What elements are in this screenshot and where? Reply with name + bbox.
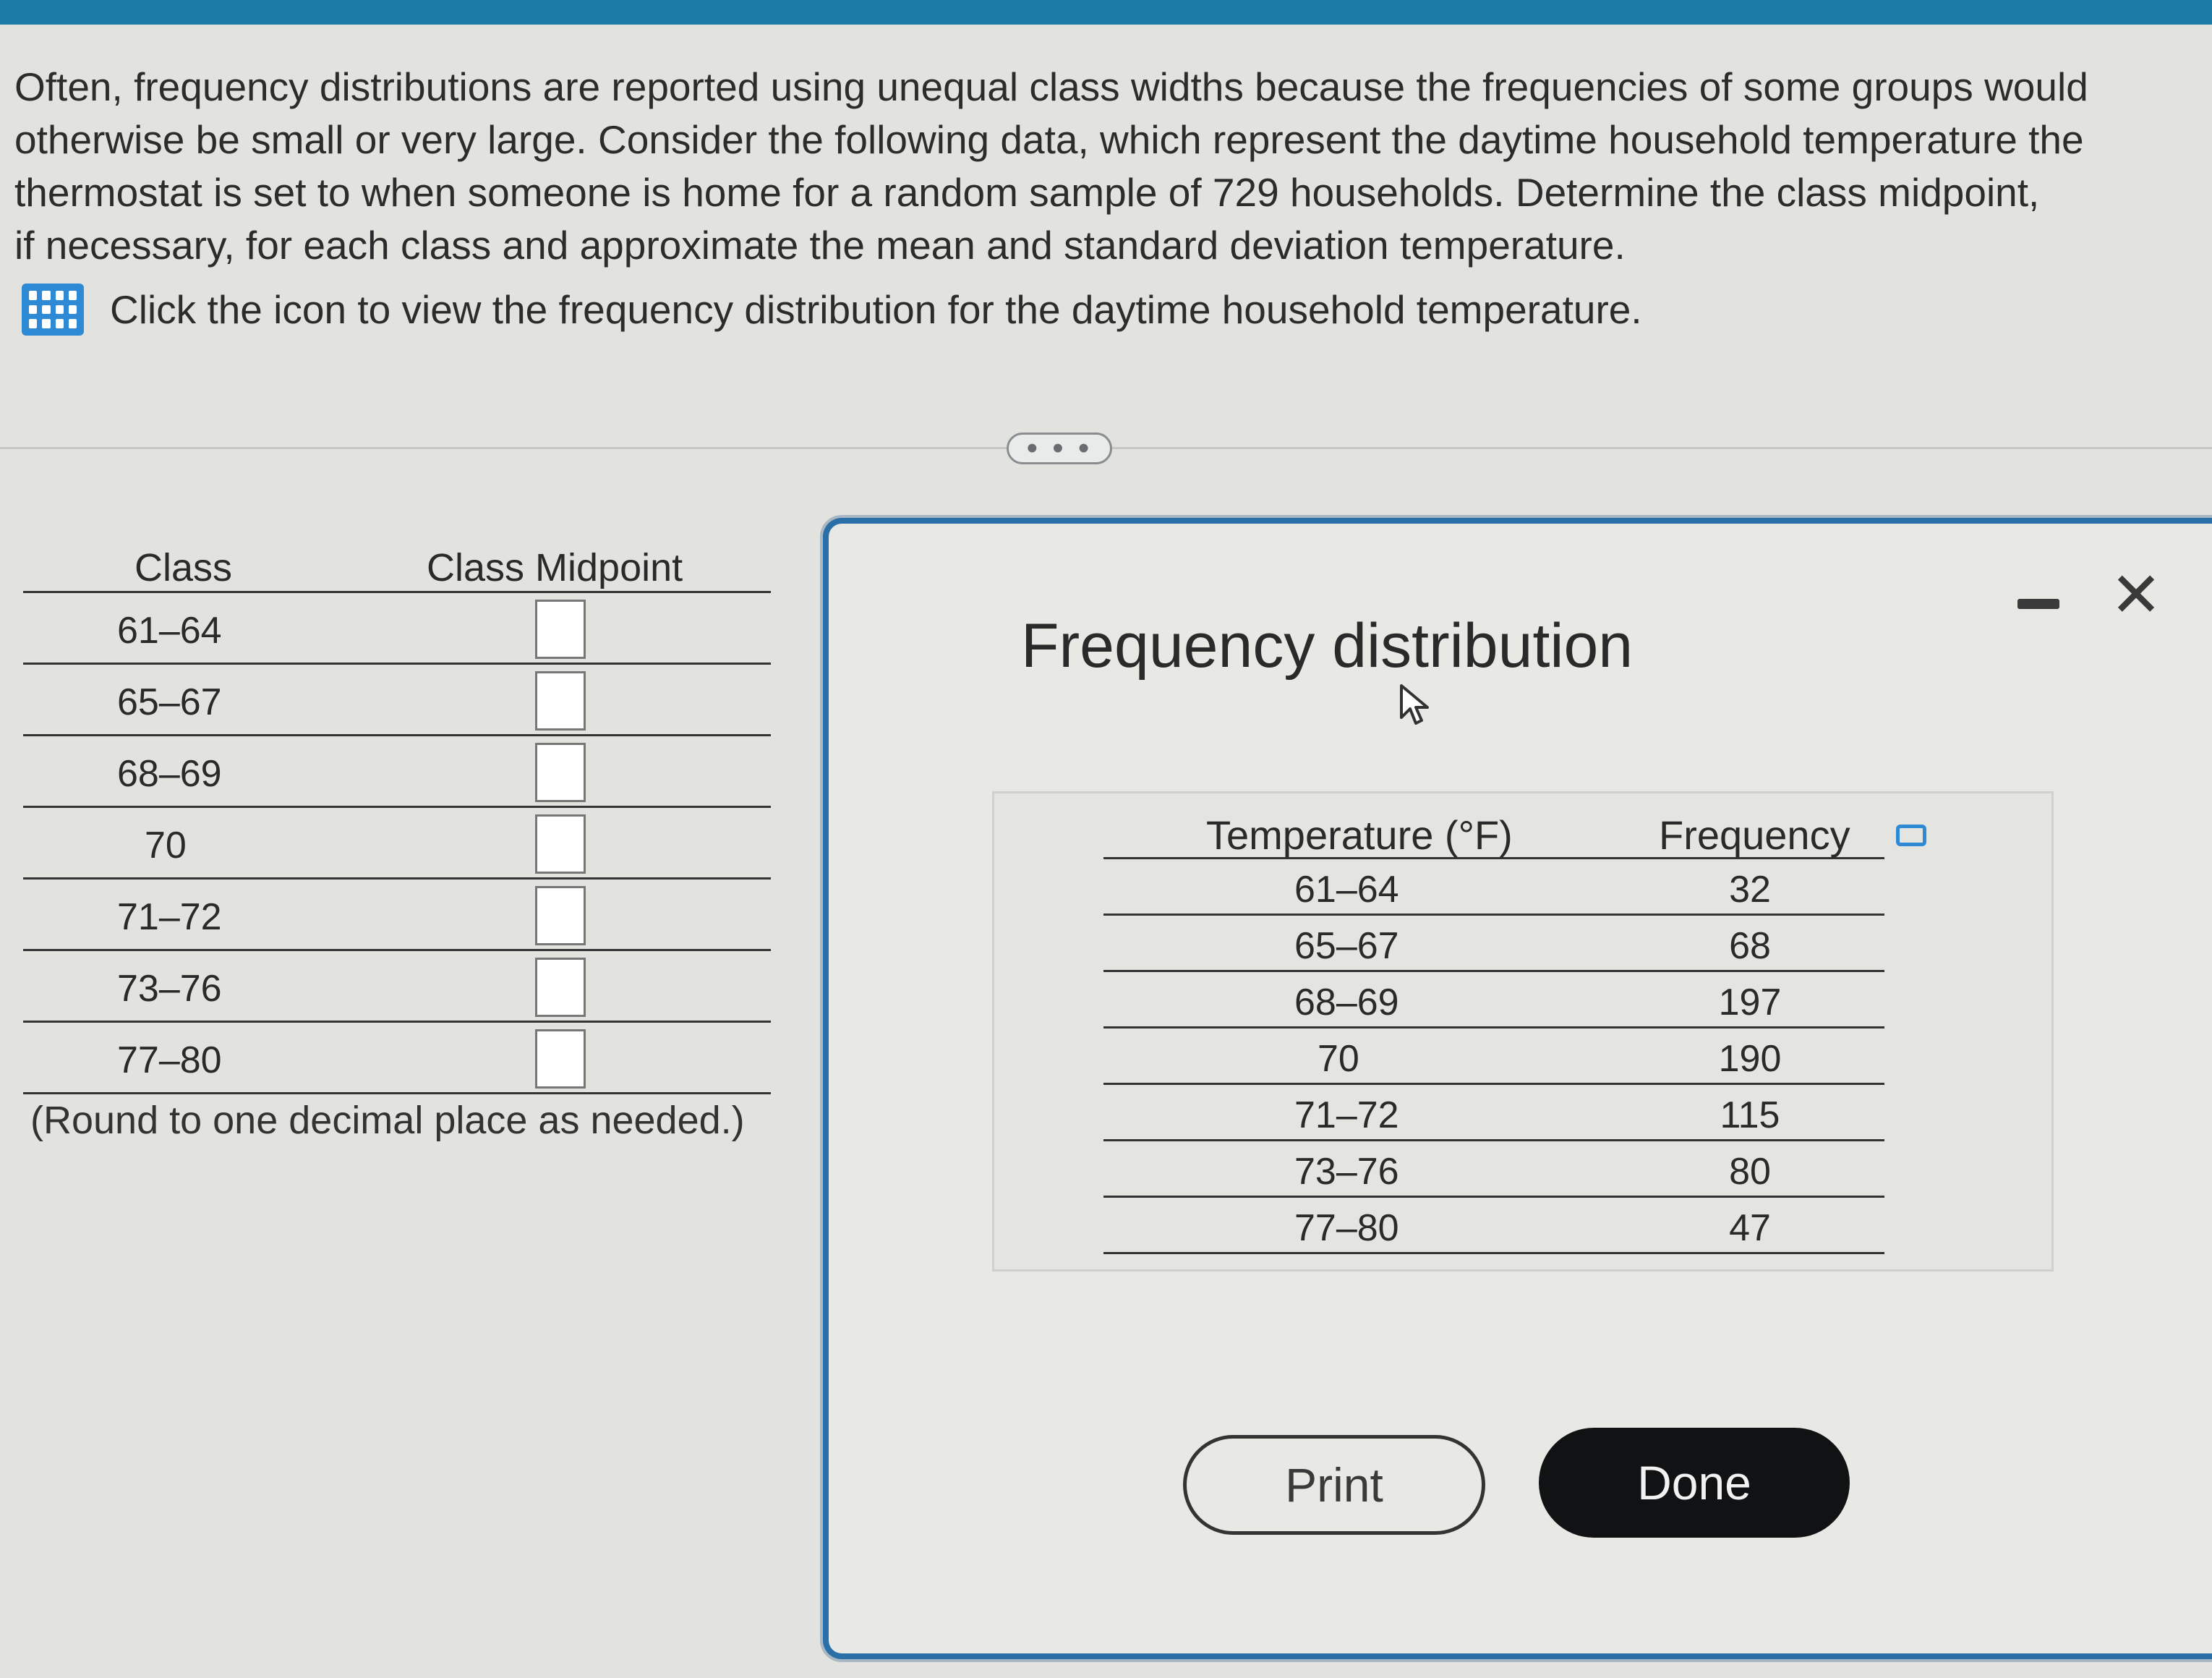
close-icon[interactable]: ✕ [2110, 561, 2163, 630]
top-header-bar [0, 0, 2212, 25]
frequency-cell: 68 [1729, 925, 1771, 967]
frequency-table [1103, 801, 1884, 1254]
done-button[interactable]: Done [1539, 1428, 1850, 1538]
frequency-cell: 115 [1720, 1094, 1780, 1136]
icon-instruction: Click the icon to view the frequency distribution for the daytime household temperature. [110, 287, 1642, 332]
header-class: Class [134, 546, 233, 589]
class-label: 77–80 [117, 1039, 222, 1081]
class-label: 70 [145, 825, 187, 866]
table-row [23, 593, 771, 665]
midpoint-input[interactable] [535, 1029, 586, 1089]
class-label: 73–76 [117, 968, 222, 1010]
cursor-icon [1398, 683, 1433, 729]
question-text [14, 61, 2184, 272]
table-row [1103, 1085, 1884, 1141]
question-line: otherwise be small or very large. Consider the following data, which represent the daytime household temperature the [14, 117, 2084, 162]
midpoint-input[interactable] [535, 600, 586, 659]
class-label: 61–64 [117, 610, 222, 652]
frequency-cell: 32 [1729, 869, 1771, 911]
temperature-cell: 68–69 [1294, 981, 1399, 1023]
class-label: 68–69 [117, 753, 222, 795]
table-row [23, 880, 771, 951]
rounding-note: (Round to one decimal place as needed.) [30, 1099, 745, 1142]
question-line: if necessary, for each class and approximate the mean and standard deviation temperature. [14, 223, 1626, 268]
table-row [1103, 1028, 1884, 1085]
table-row [1103, 859, 1884, 916]
answer-table [23, 535, 771, 1094]
table-row [23, 808, 771, 880]
midpoint-input[interactable] [535, 671, 586, 731]
table-row [1103, 1141, 1884, 1198]
midpoint-input[interactable] [535, 743, 586, 802]
table-row [1103, 972, 1884, 1028]
temperature-cell: 65–67 [1294, 925, 1399, 967]
midpoint-input[interactable] [535, 958, 586, 1017]
midpoint-input[interactable] [535, 886, 586, 945]
question-line: thermostat is set to when someone is home for a random sample of 729 households. Determine the class midpoint, [14, 170, 2040, 215]
frequency-cell: 47 [1729, 1207, 1771, 1249]
header-frequency: Frequency [1659, 812, 1850, 858]
temperature-cell: 77–80 [1294, 1207, 1399, 1249]
table-row [23, 951, 771, 1023]
table-row [1103, 1198, 1884, 1254]
grid-icon[interactable] [22, 284, 84, 336]
temperature-cell: 71–72 [1294, 1094, 1399, 1136]
minimize-icon[interactable] [2017, 599, 2059, 609]
frequency-cell: 197 [1718, 981, 1782, 1023]
class-label: 65–67 [117, 681, 222, 723]
table-row [1103, 916, 1884, 972]
print-button[interactable]: Print [1183, 1435, 1485, 1535]
frequency-cell: 190 [1718, 1038, 1782, 1080]
data-icon-row [22, 281, 1642, 338]
temperature-cell: 73–76 [1294, 1151, 1399, 1193]
ellipsis-icon[interactable]: • • • [1007, 433, 1112, 464]
midpoint-input[interactable] [535, 814, 586, 874]
answer-table-header [23, 535, 771, 593]
table-row [23, 1023, 771, 1094]
header-temperature: Temperature (°F) [1206, 812, 1513, 858]
frequency-cell: 80 [1729, 1151, 1771, 1193]
question-line: Often, frequency distributions are reported using unequal class widths because the frequencies of some groups would [14, 64, 2088, 109]
temperature-cell: 70 [1318, 1038, 1359, 1080]
table-row [23, 665, 771, 736]
table-row [23, 736, 771, 808]
temperature-cell: 61–64 [1294, 869, 1399, 911]
frequency-table-header [1103, 801, 1884, 859]
class-label: 71–72 [117, 896, 222, 938]
header-class-midpoint: Class Midpoint [427, 546, 683, 589]
copy-icon[interactable] [1896, 825, 1926, 846]
dialog-title: Frequency distribution [1021, 611, 1634, 681]
